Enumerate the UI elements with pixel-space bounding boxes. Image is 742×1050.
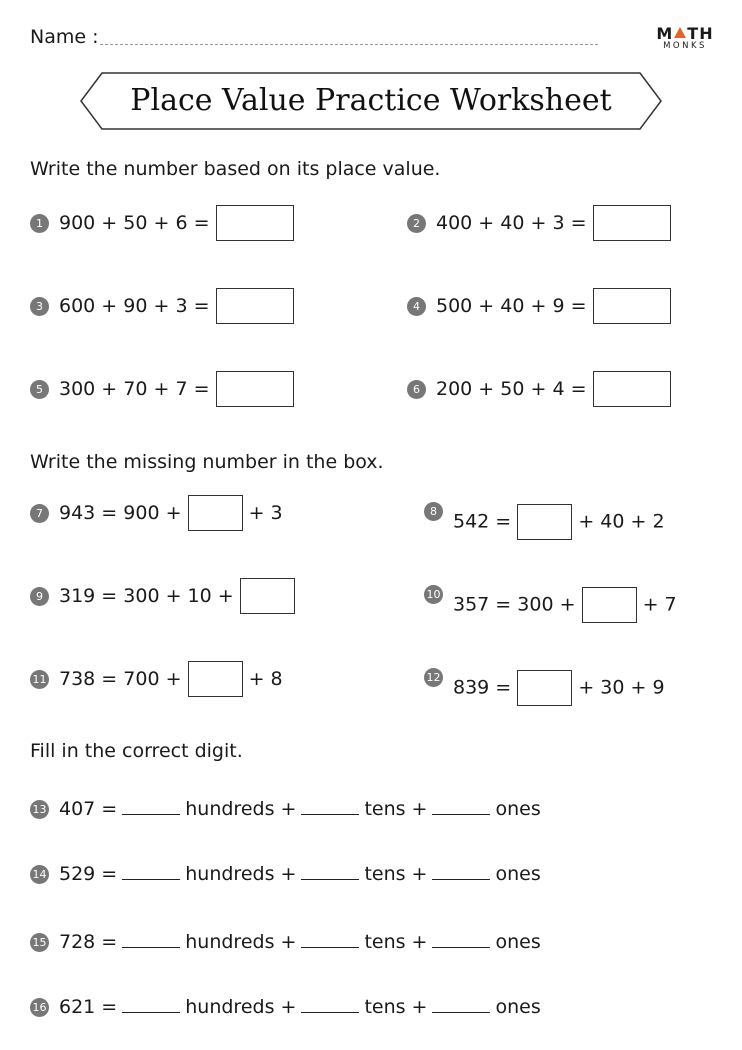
- ones-label: ones: [495, 931, 541, 953]
- ones-blank[interactable]: [432, 863, 490, 880]
- hundreds-label: hundreds +: [185, 996, 297, 1018]
- problem-4: [407, 288, 671, 324]
- problem-number-badge: 16: [30, 998, 49, 1017]
- problem-number-badge: 12: [424, 668, 443, 687]
- problem-right: + 30 + 9: [578, 676, 665, 699]
- problem-left: 839 =: [453, 676, 512, 699]
- answer-box[interactable]: [188, 495, 243, 531]
- problem-number-badge: 9: [30, 587, 49, 606]
- hundreds-blank[interactable]: [122, 863, 180, 880]
- problem-13: [30, 798, 541, 820]
- problem-2: [407, 205, 671, 241]
- problem-5: [30, 371, 294, 407]
- problem-right: + 8: [248, 668, 283, 690]
- answer-box[interactable]: [240, 578, 295, 614]
- problem-number-badge: 15: [30, 933, 49, 952]
- answer-box[interactable]: [517, 504, 572, 540]
- hundreds-label: hundreds +: [185, 798, 297, 820]
- section-title-missing: Write the missing number in the box.: [30, 451, 384, 473]
- problem-number-badge: 1: [30, 214, 49, 233]
- problem-expression: 900 + 50 + 6 =: [59, 212, 210, 234]
- title-banner: [80, 72, 662, 130]
- logo-triangle-icon: [674, 27, 686, 38]
- problem-number-badge: 13: [30, 800, 49, 819]
- logo-text-left: M: [656, 24, 674, 43]
- hundreds-label: hundreds +: [185, 863, 297, 885]
- tens-label: tens +: [364, 931, 428, 953]
- problem-right: + 7: [642, 593, 677, 616]
- problem-right: + 40 + 2: [578, 510, 665, 533]
- problem-number-badge: 7: [30, 504, 49, 523]
- tens-label: tens +: [364, 798, 428, 820]
- ones-label: ones: [495, 996, 541, 1018]
- problem-expression: 200 + 50 + 4 =: [436, 378, 587, 400]
- problem-left: 357 = 300 +: [453, 593, 576, 616]
- tens-blank[interactable]: [301, 863, 359, 880]
- name-label: Name :: [30, 26, 99, 48]
- problem-left: 738 = 700 +: [59, 668, 182, 690]
- problem-14: [30, 863, 541, 885]
- problem-expression: 400 + 40 + 3 =: [436, 212, 587, 234]
- problem-15: [30, 931, 541, 953]
- problem-8: [424, 502, 665, 540]
- problem-number: 407 =: [59, 798, 118, 820]
- logo-subtext: MONKS: [663, 41, 707, 51]
- problem-number-badge: 4: [407, 297, 426, 316]
- tens-blank[interactable]: [301, 798, 359, 815]
- answer-box[interactable]: [517, 670, 572, 706]
- section-title-expanded: Write the number based on its place value.: [30, 158, 441, 180]
- hundreds-blank[interactable]: [122, 798, 180, 815]
- problem-1: [30, 205, 294, 241]
- hundreds-blank[interactable]: [122, 996, 180, 1013]
- problem-number: 529 =: [59, 863, 118, 885]
- tens-label: tens +: [364, 863, 428, 885]
- problem-left: 943 = 900 +: [59, 502, 182, 524]
- problem-7: [30, 495, 283, 531]
- problem-number-badge: 11: [30, 670, 49, 689]
- problem-number-badge: 3: [30, 297, 49, 316]
- problem-number-badge: 8: [424, 502, 443, 521]
- tens-label: tens +: [364, 996, 428, 1018]
- problem-number-badge: 14: [30, 865, 49, 884]
- problem-right: + 3: [248, 502, 283, 524]
- ones-blank[interactable]: [432, 996, 490, 1013]
- answer-box[interactable]: [216, 371, 294, 407]
- answer-box[interactable]: [593, 288, 671, 324]
- hundreds-blank[interactable]: [122, 931, 180, 948]
- name-input-line[interactable]: [100, 44, 598, 45]
- answer-box[interactable]: [582, 587, 637, 623]
- tens-blank[interactable]: [301, 931, 359, 948]
- answer-box[interactable]: [216, 288, 294, 324]
- answer-box[interactable]: [216, 205, 294, 241]
- tens-blank[interactable]: [301, 996, 359, 1013]
- problem-3: [30, 288, 294, 324]
- answer-box[interactable]: [593, 371, 671, 407]
- ones-label: ones: [495, 798, 541, 820]
- problem-number-badge: 10: [424, 585, 443, 604]
- ones-blank[interactable]: [432, 931, 490, 948]
- math-monks-logo: [650, 24, 720, 51]
- section-title-digits: Fill in the correct digit.: [30, 740, 243, 762]
- answer-box[interactable]: [593, 205, 671, 241]
- problem-number-badge: 5: [30, 380, 49, 399]
- problem-expression: 600 + 90 + 3 =: [59, 295, 210, 317]
- problem-number: 728 =: [59, 931, 118, 953]
- problem-10: [424, 585, 677, 623]
- answer-box[interactable]: [188, 661, 243, 697]
- problem-expression: 500 + 40 + 9 =: [436, 295, 587, 317]
- ones-label: ones: [495, 863, 541, 885]
- ones-blank[interactable]: [432, 798, 490, 815]
- problem-number-badge: 6: [407, 380, 426, 399]
- problem-9: [30, 578, 295, 614]
- problem-left: 319 = 300 + 10 +: [59, 585, 234, 607]
- problem-number-badge: 2: [407, 214, 426, 233]
- problem-expression: 300 + 70 + 7 =: [59, 378, 210, 400]
- problem-11: [30, 661, 283, 697]
- logo-text-right: TH: [687, 24, 714, 43]
- problem-12: [424, 668, 665, 706]
- page-title: Place Value Practice Worksheet: [130, 83, 612, 118]
- hundreds-label: hundreds +: [185, 931, 297, 953]
- problem-16: [30, 996, 541, 1018]
- problem-number: 621 =: [59, 996, 118, 1018]
- problem-6: [407, 371, 671, 407]
- problem-left: 542 =: [453, 510, 512, 533]
